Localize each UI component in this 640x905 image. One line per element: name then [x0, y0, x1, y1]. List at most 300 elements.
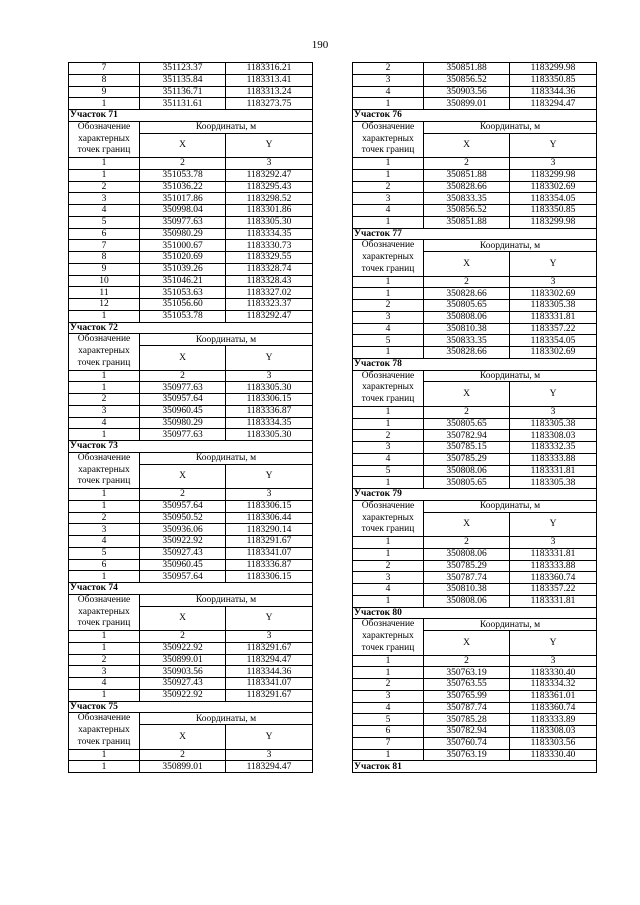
y-coordinate: 1183344.36 — [510, 86, 597, 98]
x-coordinate: 350856.52 — [424, 74, 510, 86]
designation-header-line: характерных — [78, 464, 130, 475]
y-coordinate: 1183290.14 — [226, 524, 313, 536]
point-number: 2 — [353, 300, 424, 312]
column-number: 3 — [510, 276, 597, 288]
y-coordinate: 1183292.47 — [226, 169, 313, 181]
column-number: 3 — [226, 158, 313, 170]
designation-header — [353, 370, 424, 406]
y-coordinate: 1183292.47 — [226, 310, 313, 322]
x-coordinate: 350805.65 — [424, 418, 510, 430]
y-header: Y — [510, 133, 597, 158]
x-coordinate: 350922.92 — [140, 642, 226, 654]
table-row — [353, 300, 597, 312]
designation-header-line: характерных — [78, 725, 130, 735]
column-number: 1 — [353, 406, 424, 418]
table-row — [353, 595, 597, 607]
designation-header-line: точек границ — [361, 642, 415, 653]
y-coordinate: 1183313.41 — [226, 74, 313, 86]
designation-header-line: Обозначение — [77, 594, 131, 605]
point-number: 6 — [69, 228, 140, 240]
x-coordinate: 350828.66 — [424, 288, 510, 300]
column-number-row — [353, 537, 597, 549]
column-number: 3 — [226, 489, 313, 501]
point-number: 4 — [69, 417, 140, 429]
x-coordinate: 351053.78 — [140, 310, 226, 322]
table-row — [353, 74, 597, 86]
table-row — [353, 193, 597, 205]
column-number: 1 — [69, 370, 140, 382]
point-number: 3 — [353, 74, 424, 86]
y-coordinate: 1183341.07 — [226, 678, 313, 690]
point-number: 1 — [353, 749, 424, 761]
y-coordinate: 1183305.30 — [226, 216, 313, 228]
point-number: 1 — [69, 642, 140, 654]
table-row — [69, 169, 313, 181]
point-number: 2 — [69, 512, 140, 524]
section-title-row — [69, 701, 313, 713]
y-header: Y — [226, 133, 313, 158]
y-coordinate: 1183360.74 — [510, 572, 597, 584]
point-number: 1 — [353, 288, 424, 300]
y-header: Y — [510, 631, 597, 656]
table-row — [353, 205, 597, 217]
y-header: Y — [510, 512, 597, 537]
table-row — [353, 737, 597, 749]
y-coordinate: 1183350.85 — [510, 205, 597, 217]
designation-header-line: точек границ — [361, 394, 415, 404]
designation-header — [69, 713, 140, 749]
section-title-row — [353, 358, 597, 370]
table-row — [353, 335, 597, 347]
point-number: 2 — [353, 63, 424, 75]
table-row — [69, 205, 313, 217]
point-number: 3 — [69, 193, 140, 205]
table-row — [69, 299, 313, 311]
table-row — [69, 654, 313, 666]
y-coordinate: 1183308.03 — [510, 726, 597, 738]
section-title: Участок 81 — [353, 761, 597, 773]
table-header-row — [69, 452, 313, 464]
column-number: 2 — [424, 276, 510, 288]
table-header-row — [69, 121, 313, 133]
table-row — [353, 690, 597, 702]
y-coordinate: 1183336.87 — [226, 405, 313, 417]
point-number: 5 — [69, 216, 140, 228]
y-coordinate: 1183334.32 — [510, 679, 597, 691]
designation-header-line: характерных — [362, 133, 414, 144]
x-header: X — [140, 464, 226, 489]
column-number-row — [69, 489, 313, 501]
table-row — [69, 689, 313, 701]
point-number: 1 — [353, 216, 424, 228]
point-number: 1 — [353, 98, 424, 110]
point-number: 1 — [353, 169, 424, 181]
section-title-row — [69, 110, 313, 122]
point-number: 1 — [353, 548, 424, 560]
y-coordinate: 1183305.38 — [510, 477, 597, 489]
table-row — [69, 536, 313, 548]
point-number: 3 — [69, 524, 140, 536]
y-coordinate: 1183330.40 — [510, 749, 597, 761]
x-coordinate: 350765.99 — [424, 690, 510, 702]
x-header: X — [424, 382, 510, 407]
designation-header-line: характерных — [362, 512, 414, 523]
table-row — [69, 394, 313, 406]
point-number: 3 — [353, 572, 424, 584]
x-coordinate: 350782.94 — [424, 430, 510, 442]
table-row — [69, 761, 313, 773]
designation-header-line: Обозначение — [77, 334, 131, 345]
point-number: 2 — [69, 654, 140, 666]
table-header-row — [69, 594, 313, 606]
column-number: 1 — [69, 158, 140, 170]
point-number: 3 — [353, 193, 424, 205]
designation-header-line: точек границ — [361, 145, 415, 156]
designation-header-line: Обозначение — [361, 121, 415, 132]
x-header: X — [140, 346, 226, 371]
designation-header-line: характерных — [78, 606, 130, 617]
column-number: 3 — [510, 406, 597, 418]
x-header: X — [140, 606, 226, 631]
designation-header-line: Обозначение — [77, 713, 131, 724]
point-number: 1 — [69, 500, 140, 512]
y-coordinate: 1183299.98 — [510, 63, 597, 75]
x-coordinate: 350977.63 — [140, 429, 226, 441]
section-title: Участок 80 — [353, 607, 597, 619]
x-coordinate: 350922.92 — [140, 536, 226, 548]
table-header-row — [353, 500, 597, 512]
coordinates-header: Координаты, м — [424, 619, 597, 631]
x-coordinate: 350810.38 — [424, 584, 510, 596]
left-column — [68, 62, 312, 773]
section-title-row — [69, 441, 313, 453]
x-header: X — [424, 512, 510, 537]
x-coordinate: 350805.65 — [424, 477, 510, 489]
designation-header-line: точек границ — [361, 263, 415, 274]
section-title-row — [353, 607, 597, 619]
table-row — [353, 726, 597, 738]
table-row — [353, 63, 597, 75]
y-coordinate: 1183329.55 — [226, 252, 313, 264]
column-number: 1 — [69, 631, 140, 643]
designation-header-line: характерных — [78, 133, 130, 144]
table-row — [353, 702, 597, 714]
x-coordinate: 350833.35 — [424, 335, 510, 347]
point-number: 2 — [353, 430, 424, 442]
y-header: Y — [226, 464, 313, 489]
table-row — [69, 181, 313, 193]
right-column — [352, 62, 596, 773]
point-number: 1 — [69, 429, 140, 441]
x-coordinate: 350760.74 — [424, 737, 510, 749]
column-number: 2 — [424, 158, 510, 170]
column-number: 2 — [140, 158, 226, 170]
y-coordinate: 1183302.69 — [510, 181, 597, 193]
x-coordinate: 350763.19 — [424, 749, 510, 761]
y-coordinate: 1183328.43 — [226, 275, 313, 287]
y-coordinate: 1183305.38 — [510, 300, 597, 312]
x-coordinate: 350763.55 — [424, 679, 510, 691]
x-coordinate: 350980.29 — [140, 228, 226, 240]
table-row — [69, 228, 313, 240]
table-row — [69, 63, 313, 75]
point-number: 4 — [353, 702, 424, 714]
point-number: 12 — [69, 299, 140, 311]
section-title-row — [353, 761, 597, 773]
y-coordinate: 1183361.01 — [510, 690, 597, 702]
y-coordinate: 1183331.81 — [510, 311, 597, 323]
section-title-row — [353, 110, 597, 122]
column-number: 2 — [424, 406, 510, 418]
section-title: Участок 71 — [69, 110, 313, 122]
x-coordinate: 351135.84 — [140, 74, 226, 86]
coordinates-header: Координаты, м — [140, 121, 313, 133]
point-number: 3 — [353, 690, 424, 702]
designation-header-line: характерных — [78, 346, 130, 356]
point-number: 1 — [69, 382, 140, 394]
coordinates-header: Координаты, м — [140, 594, 313, 606]
y-coordinate: 1183331.81 — [510, 548, 597, 560]
column-number: 2 — [424, 655, 510, 667]
point-number: 10 — [69, 275, 140, 287]
column-number-row — [353, 406, 597, 418]
point-number: 2 — [69, 394, 140, 406]
y-coordinate: 1183328.74 — [226, 263, 313, 275]
x-coordinate: 350785.15 — [424, 442, 510, 454]
x-coordinate: 350785.29 — [424, 453, 510, 465]
section-title: Участок 72 — [69, 322, 313, 334]
y-coordinate: 1183334.35 — [226, 417, 313, 429]
designation-header-line: Обозначение — [361, 500, 415, 511]
y-coordinate: 1183308.03 — [510, 430, 597, 442]
coordinates-header: Координаты, м — [424, 370, 597, 382]
x-coordinate: 350936.06 — [140, 524, 226, 536]
column-number-row — [69, 631, 313, 643]
y-coordinate: 1183303.56 — [510, 737, 597, 749]
x-coordinate: 350856.52 — [424, 205, 510, 217]
x-coordinate: 350833.35 — [424, 193, 510, 205]
x-coordinate: 350927.43 — [140, 678, 226, 690]
page-number: 190 — [311, 39, 329, 51]
section-title-row — [353, 489, 597, 501]
x-coordinate: 350851.88 — [424, 216, 510, 228]
table-row — [69, 678, 313, 690]
x-coordinate: 350957.64 — [140, 394, 226, 406]
x-coordinate: 351000.67 — [140, 240, 226, 252]
point-number: 4 — [353, 584, 424, 596]
y-coordinate: 1183360.74 — [510, 702, 597, 714]
table-row — [353, 347, 597, 359]
column-number-row — [69, 370, 313, 382]
y-coordinate: 1183332.35 — [510, 442, 597, 454]
x-coordinate: 351046.21 — [140, 275, 226, 287]
point-number: 1 — [69, 689, 140, 701]
x-coordinate: 351036.22 — [140, 181, 226, 193]
point-number: 1 — [353, 347, 424, 359]
point-number: 1 — [69, 761, 140, 773]
x-coordinate: 350899.01 — [140, 761, 226, 773]
y-coordinate: 1183305.30 — [226, 382, 313, 394]
point-number: 4 — [353, 86, 424, 98]
point-number: 9 — [69, 263, 140, 275]
table-header-row — [69, 713, 313, 725]
point-number: 7 — [69, 63, 140, 75]
y-coordinate: 1183306.15 — [226, 394, 313, 406]
y-coordinate: 1183350.85 — [510, 74, 597, 86]
y-coordinate: 1183295.43 — [226, 181, 313, 193]
section-title-row — [69, 322, 313, 334]
column-number: 1 — [353, 655, 424, 667]
x-coordinate: 350851.88 — [424, 63, 510, 75]
table-header-row — [69, 334, 313, 346]
table-row — [69, 252, 313, 264]
point-number: 7 — [353, 737, 424, 749]
table-row — [69, 74, 313, 86]
column-number: 1 — [69, 489, 140, 501]
coordinates-header: Координаты, м — [424, 240, 597, 252]
y-coordinate: 1183305.30 — [226, 429, 313, 441]
x-coordinate: 350828.66 — [424, 347, 510, 359]
table-row — [69, 429, 313, 441]
y-coordinate: 1183334.35 — [226, 228, 313, 240]
point-number: 1 — [353, 477, 424, 489]
column-number-row — [353, 276, 597, 288]
x-coordinate: 350960.45 — [140, 559, 226, 571]
designation-header-line: точек границ — [77, 618, 131, 629]
table-row — [69, 571, 313, 583]
x-coordinate: 351056.60 — [140, 299, 226, 311]
y-coordinate: 1183333.88 — [510, 453, 597, 465]
designation-header — [353, 619, 424, 655]
column-number: 3 — [510, 537, 597, 549]
point-number: 6 — [69, 559, 140, 571]
x-coordinate: 350960.45 — [140, 405, 226, 417]
point-number: 1 — [353, 667, 424, 679]
y-coordinate: 1183336.87 — [226, 559, 313, 571]
designation-header-line: Обозначение — [361, 619, 415, 630]
section-title: Участок 79 — [353, 489, 597, 501]
point-number: 3 — [69, 666, 140, 678]
point-number: 3 — [353, 311, 424, 323]
table-row — [353, 98, 597, 110]
table-row — [353, 288, 597, 300]
table-row — [69, 263, 313, 275]
y-coordinate: 1183354.05 — [510, 193, 597, 205]
x-coordinate: 350977.63 — [140, 382, 226, 394]
x-coordinate: 350763.19 — [424, 667, 510, 679]
y-coordinate: 1183302.69 — [510, 347, 597, 359]
column-number: 3 — [226, 370, 313, 382]
point-number: 3 — [69, 405, 140, 417]
x-coordinate: 350808.06 — [424, 595, 510, 607]
x-coordinate: 351053.63 — [140, 287, 226, 299]
table-row — [69, 642, 313, 654]
point-number: 8 — [69, 74, 140, 86]
column-number: 2 — [140, 749, 226, 761]
section-title-row — [69, 583, 313, 595]
point-number: 4 — [353, 205, 424, 217]
table-row — [353, 679, 597, 691]
x-coordinate: 350903.56 — [424, 86, 510, 98]
x-coordinate: 350903.56 — [140, 666, 226, 678]
table-header-row — [353, 370, 597, 382]
x-coordinate: 350785.28 — [424, 714, 510, 726]
y-header: Y — [226, 606, 313, 631]
column-number: 3 — [510, 655, 597, 667]
table-row — [353, 667, 597, 679]
x-header: X — [140, 725, 226, 750]
y-coordinate: 1183291.67 — [226, 642, 313, 654]
table-header-row — [353, 121, 597, 133]
designation-header-line: характерных — [362, 631, 414, 641]
designation-header-line: точек границ — [77, 736, 131, 747]
x-coordinate: 350828.66 — [424, 181, 510, 193]
table-row — [353, 584, 597, 596]
table-header-row — [353, 240, 597, 252]
table-row — [353, 311, 597, 323]
table-row — [353, 216, 597, 228]
designation-header — [69, 121, 140, 157]
section-title-row — [353, 228, 597, 240]
y-coordinate: 1183301.86 — [226, 205, 313, 217]
table-row — [353, 418, 597, 430]
y-coordinate: 1183316.21 — [226, 63, 313, 75]
table-row — [353, 714, 597, 726]
section-title: Участок 73 — [69, 441, 313, 453]
designation-header — [353, 240, 424, 276]
y-coordinate: 1183302.69 — [510, 288, 597, 300]
y-header: Y — [510, 382, 597, 407]
x-coordinate: 350808.06 — [424, 548, 510, 560]
point-number: 11 — [69, 287, 140, 299]
table-row — [69, 86, 313, 98]
x-coordinate: 350998.04 — [140, 205, 226, 217]
x-coordinate: 350810.38 — [424, 323, 510, 335]
table-row — [353, 465, 597, 477]
y-coordinate: 1183299.98 — [510, 169, 597, 181]
point-number: 4 — [353, 323, 424, 335]
y-coordinate: 1183331.81 — [510, 465, 597, 477]
point-number: 2 — [69, 181, 140, 193]
y-coordinate: 1183354.05 — [510, 335, 597, 347]
x-coordinate: 351039.26 — [140, 263, 226, 275]
table-row — [69, 98, 313, 110]
coordinates-header: Координаты, м — [424, 121, 597, 133]
x-coordinate: 350950.52 — [140, 512, 226, 524]
y-coordinate: 1183294.47 — [226, 761, 313, 773]
x-coordinate: 351136.71 — [140, 86, 226, 98]
table-row — [69, 382, 313, 394]
point-number: 4 — [353, 453, 424, 465]
point-number: 1 — [69, 571, 140, 583]
y-header: Y — [226, 725, 313, 750]
x-header: X — [424, 631, 510, 656]
point-number: 4 — [69, 205, 140, 217]
section-title: Участок 77 — [353, 228, 597, 240]
table-row — [353, 749, 597, 761]
point-number: 1 — [69, 310, 140, 322]
table-row — [69, 310, 313, 322]
table-row — [353, 181, 597, 193]
table-header-row — [353, 619, 597, 631]
point-number: 5 — [353, 714, 424, 726]
x-coordinate: 351053.78 — [140, 169, 226, 181]
designation-header — [69, 452, 140, 488]
column-number: 1 — [353, 276, 424, 288]
table-row — [353, 548, 597, 560]
table-row — [353, 453, 597, 465]
designation-header-line: Обозначение — [361, 240, 415, 251]
